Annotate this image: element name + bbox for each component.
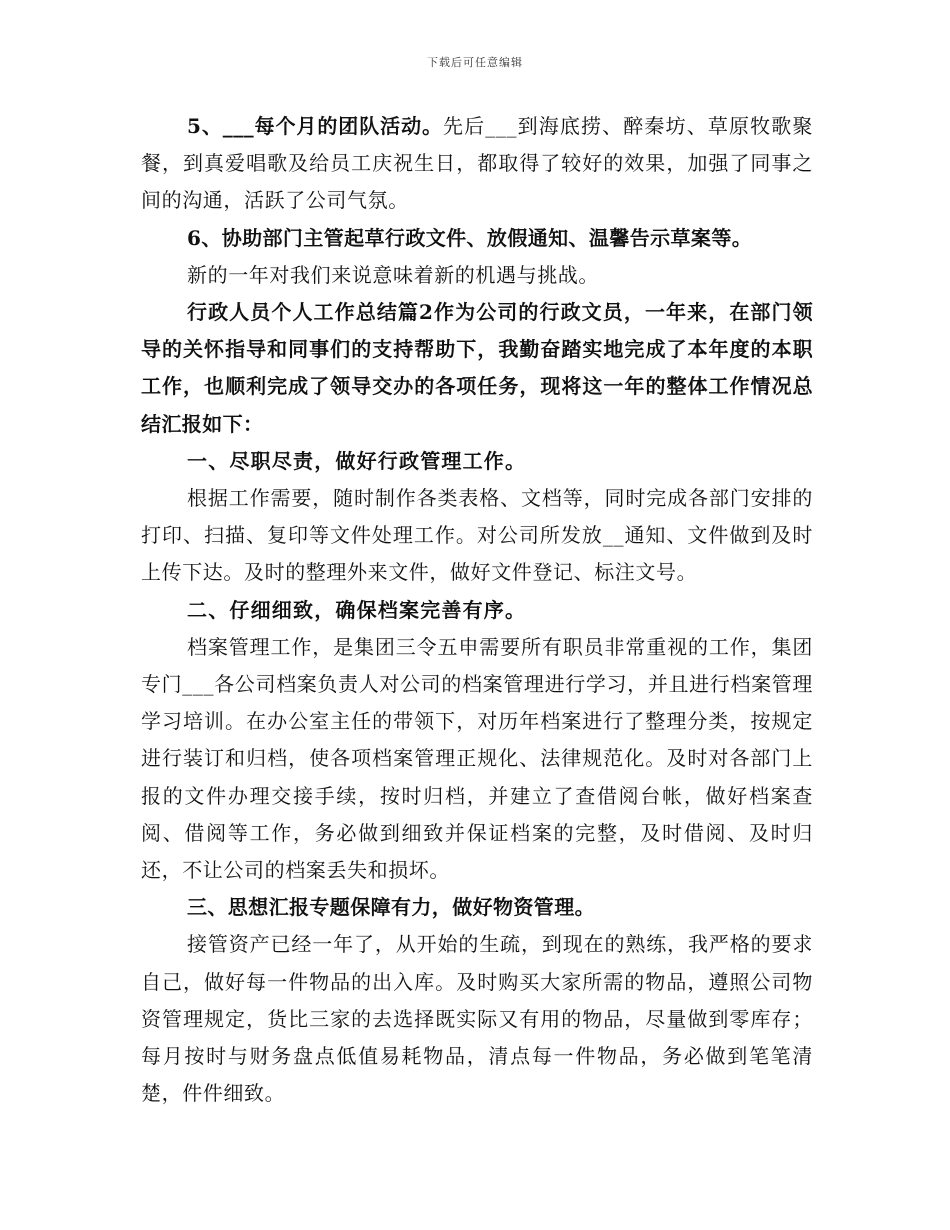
paragraph-materials: 接管资产已经一年了，从开始的生疏，到现在的熟练，我严格的要求自己，做好每一件物品的出入库。及时购买大家所需的物品，遵照公司物资管理规定，货比三家的去选择既实际又有用的物品，尽量做到零库存；每月按时与财务盘点低值易耗物品，清点每一件物品，务必做到笔笔清楚，件件细致。	[141, 932, 813, 1106]
paragraph-team-activities	[141, 108, 813, 220]
page-header-note: 下载后可任意编辑	[427, 56, 523, 69]
section-heading-materials: 三、思想汇报专题保障有力，做好物资管理。	[187, 895, 595, 920]
section-heading-archives: 二、仔细细致，确保档案完善有序。	[187, 597, 527, 622]
paragraph-new-year: 新的一年对我们来说意味着新的机遇与挑战。	[187, 262, 599, 287]
section-heading-admin-management: 一、尽职尽责，做好行政管理工作。	[187, 448, 527, 473]
paragraph-team-activities-heading: 5、___每个月的团队活动。	[187, 114, 443, 138]
paragraph-archives: 档案管理工作，是集团三令五申需要所有职员非常重视的工作，集团专门___各公司档案负责人对公司的档案管理进行学习，并且进行档案管理学习培训。在办公室主任的带领下，对历年档案进行了整理分类，按规定进行装订和归档，使各项档案管理正规化、法律规范化。及时对各部门上报的文件办理交接手续，按时归档，并建立了查借阅台帐，做好档案查阅、借阅等工作，务必做到细致并保证档案的完整，及时借阅、及时归还，不让公司的档案丢失和损坏。	[141, 634, 813, 883]
paragraph-team-activities-body: 先后___到海底捞、醉秦坊、草原牧歌聚餐，到真爱唱歌及给员工庆祝生日，都取得了较好的效果，加强了同事之间的沟通，活跃了公司气氛。	[141, 114, 813, 213]
document-body	[141, 108, 813, 1112]
paragraph-admin-management: 根据工作需要，随时制作各类表格、文档等，同时完成各部门安排的打印、扫描、复印等文件处理工作。对公司所发放__通知、文件做到及时上传下达。及时的整理外来文件，做好文件登记、标注文号。	[141, 486, 813, 585]
paragraph-summary-intro: 行政人员个人工作总结篇2作为公司的行政文员，一年来，在部门领导的关怀指导和同事们的支持帮助下，我勤奋踏实地完成了本年度的本职工作，也顺利完成了领导交办的各项任务，现将这一年的整体工作情况总结汇报如下：	[141, 300, 813, 436]
paragraph-assist-drafting: 6、协助部门主管起草行政文件、放假通知、温馨告示草案等。	[187, 225, 753, 250]
